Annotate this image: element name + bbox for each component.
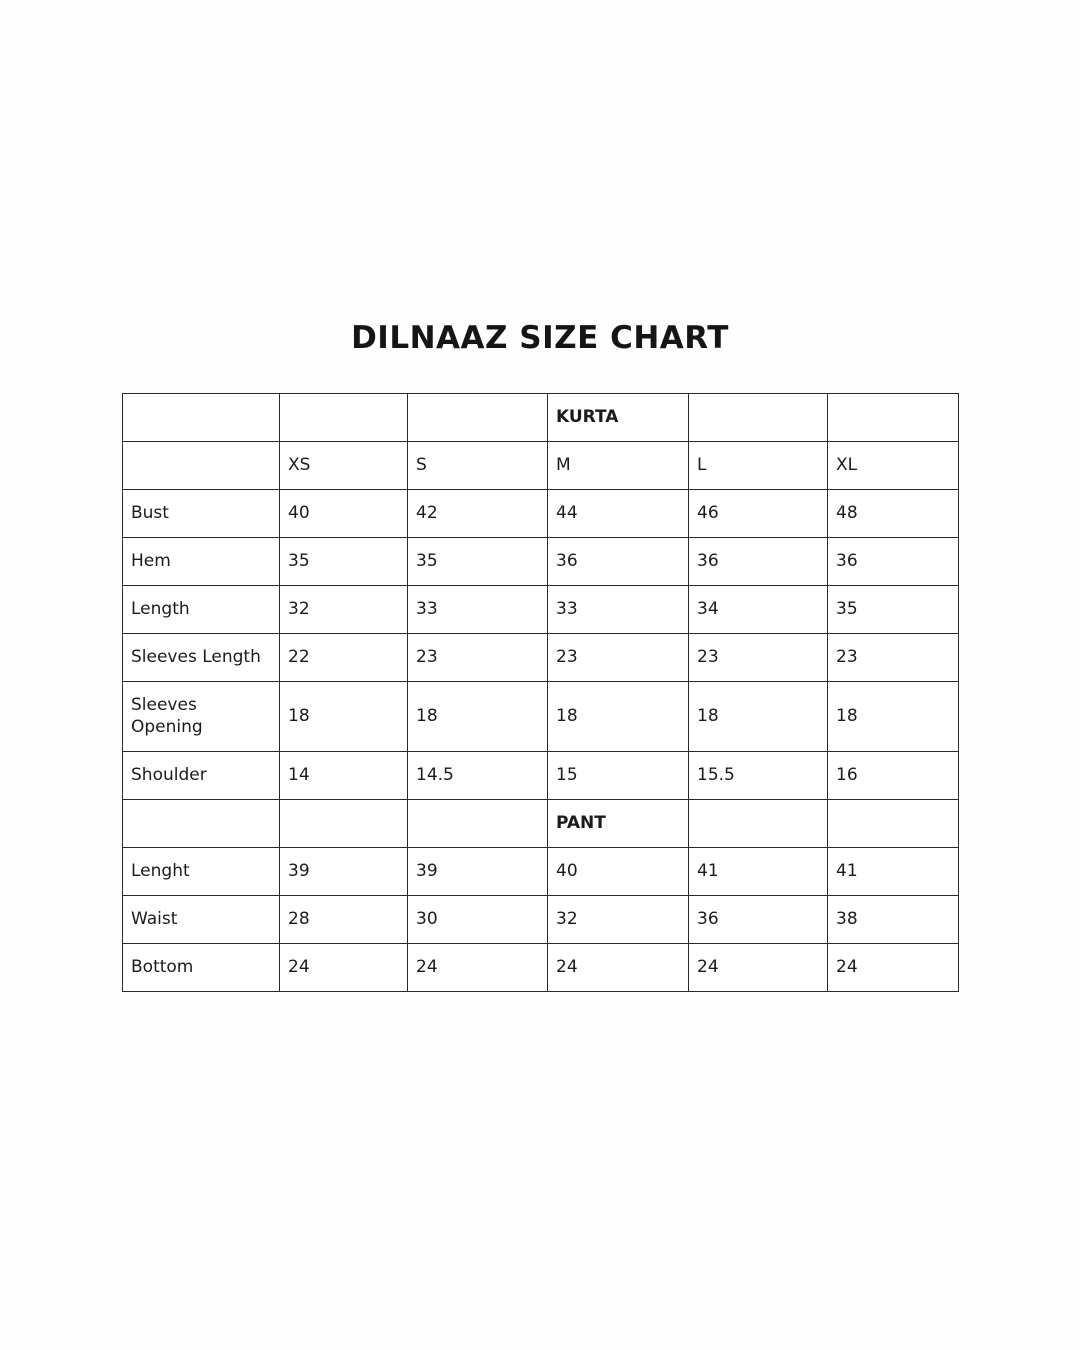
size-chart-table-container <box>122 393 958 992</box>
cell-value: 24 <box>408 944 548 992</box>
row-label: Shoulder <box>123 752 280 800</box>
cell-value: 41 <box>689 848 828 896</box>
row-label: Sleeves Opening <box>123 682 280 752</box>
cell-value: 36 <box>689 896 828 944</box>
cell-empty <box>408 394 548 442</box>
cell-value: 28 <box>280 896 408 944</box>
cell-value: 35 <box>828 586 959 634</box>
row-label: Hem <box>123 538 280 586</box>
column-header-m: M <box>548 442 689 490</box>
cell-value: 16 <box>828 752 959 800</box>
row-label: Sleeves Length <box>123 634 280 682</box>
cell-value: 24 <box>828 944 959 992</box>
section-title-pant: PANT <box>548 800 689 848</box>
cell-value: 38 <box>828 896 959 944</box>
cell-value: 36 <box>828 538 959 586</box>
cell-empty <box>689 394 828 442</box>
cell-value: 24 <box>280 944 408 992</box>
cell-value: 23 <box>408 634 548 682</box>
cell-value: 15.5 <box>689 752 828 800</box>
table-row-kurta-section <box>123 394 959 442</box>
cell-value: 23 <box>828 634 959 682</box>
table-row-pant-section <box>123 800 959 848</box>
row-label: Bust <box>123 490 280 538</box>
cell-value: 39 <box>408 848 548 896</box>
cell-value: 36 <box>689 538 828 586</box>
cell-value: 34 <box>689 586 828 634</box>
column-header-blank <box>123 442 280 490</box>
table-row <box>123 944 959 992</box>
table-row <box>123 848 959 896</box>
cell-empty <box>408 800 548 848</box>
cell-value: 48 <box>828 490 959 538</box>
cell-value: 32 <box>280 586 408 634</box>
cell-value: 35 <box>408 538 548 586</box>
row-label: Waist <box>123 896 280 944</box>
column-header-xs: XS <box>280 442 408 490</box>
cell-value: 14 <box>280 752 408 800</box>
cell-empty <box>828 800 959 848</box>
cell-value: 46 <box>689 490 828 538</box>
table-row <box>123 896 959 944</box>
table-row <box>123 682 959 752</box>
cell-value: 23 <box>548 634 689 682</box>
cell-value: 18 <box>548 682 689 752</box>
cell-empty <box>123 394 280 442</box>
column-header-l: L <box>689 442 828 490</box>
cell-value: 36 <box>548 538 689 586</box>
row-label: Lenght <box>123 848 280 896</box>
table-row <box>123 538 959 586</box>
cell-value: 40 <box>548 848 689 896</box>
cell-empty <box>280 800 408 848</box>
cell-value: 14.5 <box>408 752 548 800</box>
cell-value: 30 <box>408 896 548 944</box>
cell-value: 42 <box>408 490 548 538</box>
cell-value: 18 <box>689 682 828 752</box>
cell-value: 40 <box>280 490 408 538</box>
cell-value: 33 <box>548 586 689 634</box>
cell-value: 39 <box>280 848 408 896</box>
section-title-kurta: KURTA <box>548 394 689 442</box>
cell-value: 35 <box>280 538 408 586</box>
cell-value: 18 <box>408 682 548 752</box>
row-label: Bottom <box>123 944 280 992</box>
cell-value: 32 <box>548 896 689 944</box>
column-header-s: S <box>408 442 548 490</box>
cell-value: 18 <box>280 682 408 752</box>
cell-value: 23 <box>689 634 828 682</box>
cell-value: 33 <box>408 586 548 634</box>
page-title: DILNAAZ SIZE CHART <box>351 320 729 356</box>
table-row <box>123 752 959 800</box>
cell-value: 18 <box>828 682 959 752</box>
table-row-size-headers <box>123 442 959 490</box>
cell-value: 24 <box>689 944 828 992</box>
cell-value: 41 <box>828 848 959 896</box>
cell-empty <box>280 394 408 442</box>
cell-value: 22 <box>280 634 408 682</box>
table-row <box>123 490 959 538</box>
column-header-xl: XL <box>828 442 959 490</box>
table-row <box>123 586 959 634</box>
cell-value: 24 <box>548 944 689 992</box>
row-label: Length <box>123 586 280 634</box>
cell-value: 44 <box>548 490 689 538</box>
cell-value: 15 <box>548 752 689 800</box>
table-row <box>123 634 959 682</box>
size-chart-table <box>122 393 959 992</box>
cell-empty <box>123 800 280 848</box>
cell-empty <box>828 394 959 442</box>
cell-empty <box>689 800 828 848</box>
